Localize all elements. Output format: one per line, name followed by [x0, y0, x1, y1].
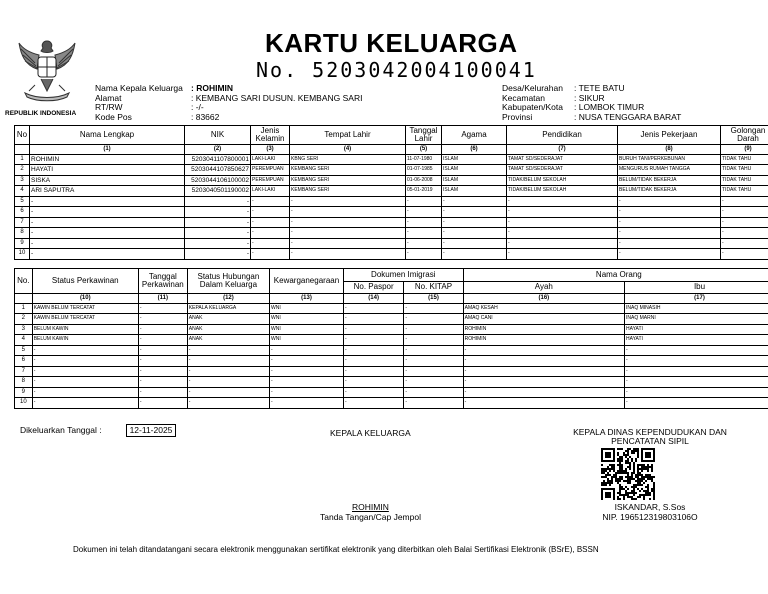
- table-cell: -: [507, 217, 618, 228]
- table-cell: -: [463, 387, 624, 398]
- table-cell: ANAK: [187, 324, 269, 335]
- table-cell: -: [30, 217, 185, 228]
- official-name: ISKANDAR, S.Sos: [614, 502, 686, 512]
- table-cell: -: [404, 314, 463, 325]
- family-member-row: [15, 249, 768, 260]
- table-cell: BELUM KAWIN: [32, 335, 138, 346]
- head-of-family-title: KEPALA KELUARGA: [330, 428, 411, 438]
- family-member-row: [15, 207, 768, 218]
- table-cell: -: [270, 345, 344, 356]
- table-cell: HAYATI: [625, 324, 768, 335]
- col-index: (16): [463, 294, 624, 304]
- table-cell: WNI: [270, 314, 344, 325]
- row-number: 4: [15, 186, 30, 197]
- row-number: 7: [15, 217, 30, 228]
- table-cell: -: [404, 335, 463, 346]
- table-cell: WNI: [270, 303, 344, 314]
- family-members-table: [14, 125, 768, 260]
- table-cell: ROHIMIN: [463, 324, 624, 335]
- table-cell: -: [625, 356, 768, 367]
- table-cell: -: [625, 366, 768, 377]
- table-cell: -: [270, 387, 344, 398]
- table-cell: -: [442, 217, 507, 228]
- table-cell: -: [343, 335, 403, 346]
- district-value: : SIKUR: [574, 92, 605, 103]
- table-cell: TIDAK/BELUM SEKOLAH: [507, 175, 618, 186]
- col-index: (13): [270, 294, 344, 304]
- row-number: 1: [15, 303, 33, 314]
- table-cell: -: [32, 377, 138, 388]
- family-member-row: [15, 186, 768, 197]
- col-index: (12): [187, 294, 269, 304]
- table-cell: INAQ MARNI: [625, 314, 768, 325]
- table-cell: -: [185, 238, 251, 249]
- table-cell: -: [32, 345, 138, 356]
- table-cell: -: [251, 249, 290, 260]
- table-cell: LAKI-LAKI: [251, 186, 290, 197]
- table-cell: -: [290, 207, 406, 218]
- row-number: 5: [15, 345, 33, 356]
- col-index: (3): [251, 145, 290, 155]
- table-cell: -: [138, 366, 187, 377]
- table-cell: -: [251, 217, 290, 228]
- row-number: 10: [15, 398, 33, 409]
- garuda-emblem-icon: [17, 35, 77, 107]
- family-member-row: [15, 165, 768, 176]
- table-cell: KAWIN BELUM TERCATAT: [32, 314, 138, 325]
- col-index: (11): [138, 294, 187, 304]
- info-label: RT/RW: [95, 102, 123, 112]
- table-cell: TIDAK TAHU: [721, 165, 768, 176]
- table-cell: -: [138, 335, 187, 346]
- table-cell: 05-01-2019: [406, 186, 442, 197]
- address-value: : KEMBANG SARI DUSUN. KEMBANG SARI: [191, 92, 363, 103]
- table-cell: -: [404, 398, 463, 409]
- table-cell: -: [290, 249, 406, 260]
- table-cell: -: [138, 387, 187, 398]
- table-cell: -: [442, 207, 507, 218]
- row-number: 3: [15, 324, 33, 335]
- col-index: (8): [618, 145, 721, 155]
- table-cell: -: [187, 387, 269, 398]
- col-header: No.: [15, 269, 33, 294]
- table-cell: -: [185, 207, 251, 218]
- table-cell: -: [138, 314, 187, 325]
- table-cell: ANAK: [187, 314, 269, 325]
- col-index: (17): [625, 294, 768, 304]
- row-number: 4: [15, 335, 33, 346]
- table-cell: -: [187, 377, 269, 388]
- col-header: NIK: [185, 126, 251, 145]
- col-header: Pendidikan: [507, 126, 618, 145]
- table-cell: ISLAM: [442, 165, 507, 176]
- table-cell: 5203044107850627: [185, 165, 251, 176]
- table-cell: INAQ MINASIH: [625, 303, 768, 314]
- table-cell: -: [463, 345, 624, 356]
- row-number: 3: [15, 175, 30, 186]
- table-cell: -: [290, 196, 406, 207]
- col-index: (14): [343, 294, 403, 304]
- col-header: Jenis Pekerjaan: [618, 126, 721, 145]
- table-cell: -: [343, 356, 403, 367]
- family-member-row: [15, 154, 768, 165]
- table-cell: -: [406, 228, 442, 239]
- table-cell: -: [185, 249, 251, 260]
- table-cell: -: [618, 249, 721, 260]
- table-cell: -: [32, 366, 138, 377]
- table-cell: -: [404, 366, 463, 377]
- family-member-row: [15, 217, 768, 228]
- table-cell: -: [721, 217, 768, 228]
- col-index: (2): [185, 145, 251, 155]
- head-of-family-value: : ROHIMIN: [191, 83, 234, 93]
- official-nip: NIP. 196512319803106O: [602, 512, 698, 522]
- table-cell: -: [290, 238, 406, 249]
- col-header: Golongan Darah: [721, 126, 768, 145]
- qr-code-icon: [601, 448, 655, 500]
- table-cell: AMAQ KESAH: [463, 303, 624, 314]
- table-cell: SISKA: [30, 175, 185, 186]
- table-cell: 01-07-1985: [406, 165, 442, 176]
- row-number: 9: [15, 387, 33, 398]
- table-cell: ISLAM: [442, 186, 507, 197]
- table-cell: -: [618, 207, 721, 218]
- table-cell: -: [138, 377, 187, 388]
- table-cell: ARI SAPUTRA: [30, 186, 185, 197]
- col-header: No. Paspor: [343, 282, 403, 294]
- table-cell: -: [187, 345, 269, 356]
- issued-date-label: Dikeluarkan Tanggal :: [20, 425, 102, 435]
- row-number: 1: [15, 154, 30, 165]
- table-cell: -: [406, 238, 442, 249]
- issued-date-value: 12-11-2025: [126, 424, 176, 437]
- table-cell: -: [343, 366, 403, 377]
- province-value: : NUSA TENGGARA BARAT: [574, 111, 682, 122]
- rt-rw-value: : -/-: [191, 102, 204, 112]
- civil-status-row: [15, 398, 768, 409]
- civil-status-row: [15, 324, 768, 335]
- table-cell: -: [343, 345, 403, 356]
- civil-status-table: [14, 268, 768, 409]
- table-cell: -: [618, 238, 721, 249]
- table-cell: -: [343, 314, 403, 325]
- civil-status-row: [15, 314, 768, 325]
- table-cell: -: [185, 196, 251, 207]
- table-cell: -: [463, 377, 624, 388]
- postal-code-value: : 83662: [191, 111, 220, 122]
- civil-status-row: [15, 387, 768, 398]
- regency-value: : LOMBOK TIMUR: [574, 102, 645, 112]
- head-of-family-name: ROHIMIN: [352, 502, 389, 512]
- table-cell: -: [625, 387, 768, 398]
- info-label: Kecamatan: [502, 92, 545, 103]
- table-cell: -: [138, 398, 187, 409]
- table-cell: KEMBANG SERI: [290, 175, 406, 186]
- col-header: Dokumen Imigrasi: [343, 269, 463, 282]
- table-cell: -: [32, 398, 138, 409]
- col-header: Kewarganegaraan: [270, 269, 344, 294]
- table-cell: TAMAT SD/SEDERAJAT: [507, 165, 618, 176]
- table-cell: -: [138, 356, 187, 367]
- village-value: : TETE BATU: [574, 83, 625, 93]
- table-cell: -: [406, 217, 442, 228]
- table-cell: -: [442, 249, 507, 260]
- col-index: (15): [404, 294, 463, 304]
- family-member-row: [15, 228, 768, 239]
- table-cell: -: [463, 356, 624, 367]
- table-cell: TIDAK TAHU: [721, 175, 768, 186]
- table-cell: -: [270, 366, 344, 377]
- table-cell: KEMBANG SERI: [290, 186, 406, 197]
- official-title: KEPALA DINAS KEPENDUDUKAN DAN PENCATATAN SIPIL: [573, 427, 727, 446]
- table-cell: -: [343, 387, 403, 398]
- table-cell: -: [406, 249, 442, 260]
- table-cell: -: [507, 207, 618, 218]
- info-label: Desa/Kelurahan: [502, 83, 563, 93]
- table-cell: -: [404, 387, 463, 398]
- table-cell: -: [30, 196, 185, 207]
- row-number: 6: [15, 356, 33, 367]
- table-cell: -: [625, 345, 768, 356]
- family-info-labels-right: [502, 84, 563, 122]
- table-cell: -: [507, 238, 618, 249]
- table-cell: -: [442, 238, 507, 249]
- table-cell: -: [270, 377, 344, 388]
- table-cell: LAKI-LAKI: [251, 154, 290, 165]
- table-cell: -: [185, 228, 251, 239]
- table-cell: AMAQ CANI: [463, 314, 624, 325]
- table-cell: 01-06-2008: [406, 175, 442, 186]
- col-header: Ayah: [463, 282, 624, 294]
- row-number: 9: [15, 238, 30, 249]
- table-cell: KAWIN BELUM TERCATAT: [32, 303, 138, 314]
- table-cell: WNI: [270, 335, 344, 346]
- table-cell: ISLAM: [442, 175, 507, 186]
- signature-caption: Tanda Tangan/Cap Jempol: [320, 512, 421, 522]
- table-cell: -: [30, 238, 185, 249]
- table-cell: HAYATI: [30, 165, 185, 176]
- row-number: 6: [15, 207, 30, 218]
- row-number: 2: [15, 314, 33, 325]
- row-number: 5: [15, 196, 30, 207]
- table-cell: -: [138, 324, 187, 335]
- table-cell: BELUM/TIDAK BEKERJA: [618, 175, 721, 186]
- table-cell: TIDAK/BELUM SEKOLAH: [507, 186, 618, 197]
- col-header: Agama: [442, 126, 507, 145]
- col-index: (1): [30, 145, 185, 155]
- col-header: No: [15, 126, 30, 145]
- table-cell: -: [251, 207, 290, 218]
- document-title: KARTU KELUARGA: [265, 28, 518, 58]
- civil-status-row: [15, 335, 768, 346]
- table-cell: -: [618, 217, 721, 228]
- table-cell: ISLAM: [442, 154, 507, 165]
- table-cell: -: [343, 377, 403, 388]
- table-cell: 5203040501190002: [185, 186, 251, 197]
- row-number: 8: [15, 377, 33, 388]
- table-cell: -: [507, 196, 618, 207]
- table-cell: -: [721, 238, 768, 249]
- info-label: Provinsi: [502, 111, 533, 122]
- family-member-row: [15, 175, 768, 186]
- table-cell: KEMBANG SERI: [290, 165, 406, 176]
- col-header: Status Perkawinan: [32, 269, 138, 294]
- row-number: 10: [15, 249, 30, 260]
- table-cell: HAYATI: [625, 335, 768, 346]
- table-cell: -: [618, 196, 721, 207]
- table-cell: KBNG SERI: [290, 154, 406, 165]
- table-cell: MENGURUS RUMAH TANGGA: [618, 165, 721, 176]
- table-cell: PEREMPUAN: [251, 175, 290, 186]
- table-cell: -: [404, 377, 463, 388]
- info-label: Nama Kepala Keluarga: [95, 83, 183, 93]
- col-header: No. KITAP: [404, 282, 463, 294]
- col-header: Status Hubungan Dalam Keluarga: [187, 269, 269, 294]
- table-cell: -: [270, 356, 344, 367]
- table-cell: -: [290, 217, 406, 228]
- table-cell: -: [343, 398, 403, 409]
- table-cell: -: [187, 398, 269, 409]
- col-index: (9): [721, 145, 768, 155]
- table-cell: -: [442, 196, 507, 207]
- table-cell: -: [270, 398, 344, 409]
- family-info-values-right: [574, 84, 681, 122]
- col-header: Nama Lengkap: [30, 126, 185, 145]
- emblem-label: REPUBLIK INDONESIA: [5, 110, 77, 117]
- table-cell: -: [343, 303, 403, 314]
- col-index: (7): [507, 145, 618, 155]
- row-number: 2: [15, 165, 30, 176]
- family-info-labels-left: [95, 84, 183, 122]
- col-header: Tanggal Lahir: [406, 126, 442, 145]
- table-cell: 5203041107800001: [185, 154, 251, 165]
- row-number: 7: [15, 366, 33, 377]
- table-cell: -: [32, 356, 138, 367]
- civil-status-row: [15, 303, 768, 314]
- table-cell: -: [404, 356, 463, 367]
- table-cell: -: [32, 387, 138, 398]
- civil-status-row: [15, 366, 768, 377]
- info-label: Alamat: [95, 92, 122, 103]
- table-cell: -: [463, 366, 624, 377]
- table-cell: -: [507, 228, 618, 239]
- table-cell: -: [442, 228, 507, 239]
- table-cell: -: [625, 377, 768, 388]
- table-cell: -: [185, 217, 251, 228]
- table-cell: ROHIMIN: [463, 335, 624, 346]
- electronic-signature-note: Dokumen ini telah ditandatangani secara elektronik menggunakan sertifikat elektronik yang diterbitkan oleh Balai Sertifikasi Elektronik (BSrE), BSSN: [73, 545, 599, 554]
- table-cell: PEREMPUAN: [251, 165, 290, 176]
- table-cell: -: [406, 207, 442, 218]
- table-cell: -: [290, 228, 406, 239]
- table-cell: WNI: [270, 324, 344, 335]
- col-header: Tanggal Perkawinan: [138, 269, 187, 294]
- table-cell: BELUM/TIDAK BEKERJA: [618, 186, 721, 197]
- table-cell: -: [30, 249, 185, 260]
- family-member-row: [15, 238, 768, 249]
- table-cell: 5203044106100002: [185, 175, 251, 186]
- table-cell: -: [30, 207, 185, 218]
- row-number: 8: [15, 228, 30, 239]
- table-cell: -: [406, 196, 442, 207]
- family-member-row: [15, 196, 768, 207]
- table-cell: -: [30, 228, 185, 239]
- table-cell: -: [251, 228, 290, 239]
- table-cell: -: [404, 303, 463, 314]
- table-cell: ANAK: [187, 335, 269, 346]
- col-header: Nama Orang: [463, 269, 768, 282]
- table-cell: TIDAK TAHU: [721, 154, 768, 165]
- table-cell: -: [721, 228, 768, 239]
- table-cell: -: [187, 366, 269, 377]
- family-info-values-left: [191, 84, 362, 122]
- col-header: Tempat Lahir: [290, 126, 406, 145]
- table-cell: 11-07-1980: [406, 154, 442, 165]
- table-cell: TIDAK TAHU: [721, 186, 768, 197]
- table-cell: -: [138, 303, 187, 314]
- civil-status-row: [15, 377, 768, 388]
- info-label: Kode Pos: [95, 111, 132, 122]
- table-cell: -: [404, 324, 463, 335]
- table-cell: -: [251, 196, 290, 207]
- col-index: (5): [406, 145, 442, 155]
- table-cell: -: [187, 356, 269, 367]
- table-cell: ROHIMIN: [30, 154, 185, 165]
- table-cell: BURUH TANI/PERKEBUNAN: [618, 154, 721, 165]
- table-cell: -: [343, 324, 403, 335]
- col-index: (4): [290, 145, 406, 155]
- civil-status-row: [15, 345, 768, 356]
- table-cell: -: [138, 345, 187, 356]
- kk-number: No. 5203042004100041: [256, 58, 537, 82]
- col-header: Ibu: [625, 282, 768, 294]
- table-cell: -: [721, 207, 768, 218]
- table-cell: -: [251, 238, 290, 249]
- info-label: Kabupaten/Kota: [502, 102, 563, 112]
- table-cell: -: [625, 398, 768, 409]
- table-cell: -: [463, 398, 624, 409]
- col-index: (10): [32, 294, 138, 304]
- table-cell: KEPALA KELUARGA: [187, 303, 269, 314]
- col-header: Jenis Kelamin: [251, 126, 290, 145]
- table-cell: BELUM KAWIN: [32, 324, 138, 335]
- table-cell: -: [618, 228, 721, 239]
- table-cell: -: [404, 345, 463, 356]
- civil-status-row: [15, 356, 768, 367]
- col-index: (6): [442, 145, 507, 155]
- table-cell: -: [721, 249, 768, 260]
- table-cell: -: [721, 196, 768, 207]
- table-cell: -: [507, 249, 618, 260]
- table-cell: TAMAT SD/SEDERAJAT: [507, 154, 618, 165]
